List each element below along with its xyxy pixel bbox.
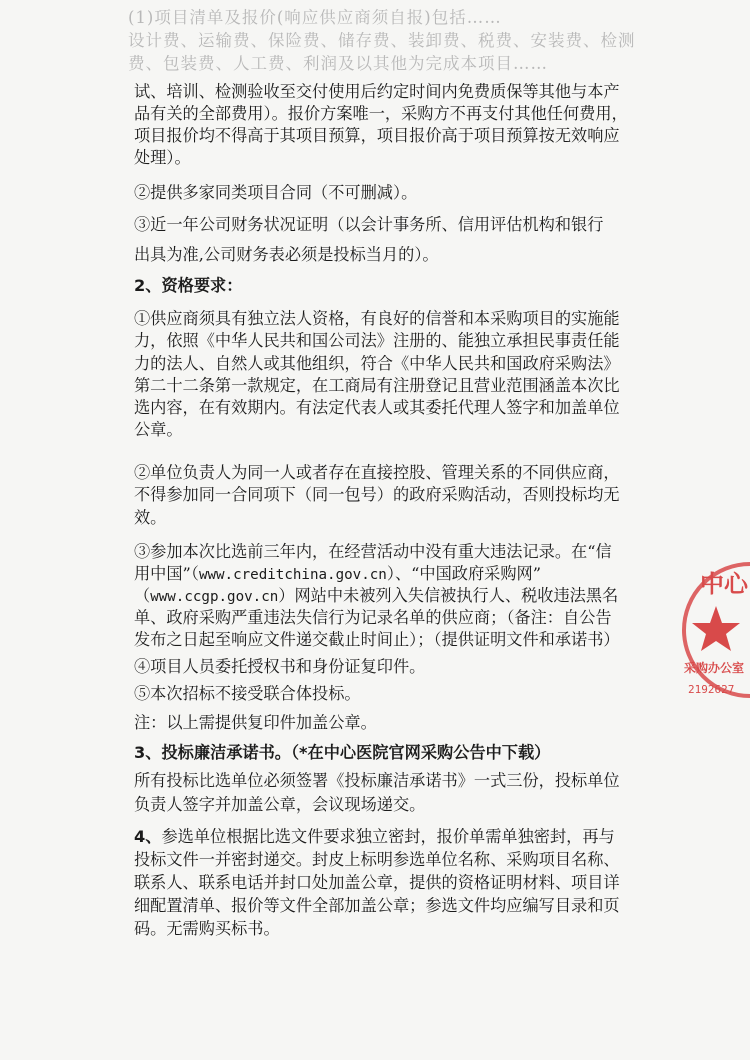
text-fragment: 参选单位根据比选文件要求独立密封，报价单需单独密封，再与: [161, 827, 615, 846]
text-line: 出具为准,公司财务表必须是投标当月的）。: [134, 245, 439, 264]
text-fragment: （: [134, 586, 151, 605]
star-icon: [692, 606, 740, 651]
text-line: 细配置清单、报价等文件全部加盖公章；参选文件均应编写目录和页: [134, 896, 620, 915]
official-seal: [678, 550, 750, 710]
text-line: 所有投标比选单位必须签署《投标廉洁承诺书》一式三份，投标单位: [134, 771, 620, 790]
text-line: 不得参加同一合同项下（同一包号）的政府采购活动，否则投标均无: [134, 485, 620, 504]
text-line: ②单位负责人为同一人或者存在直接控股、管理关系的不同供应商，: [134, 463, 620, 482]
text-line: 品有关的全部费用）。报价方案唯一，采购方不再支付其他任何费用，: [134, 104, 628, 123]
text-line: 力的法人、自然人或其他组织，符合《中华人民共和国政府采购法》: [134, 354, 620, 373]
text-line: ①供应商须具有独立法人资格，有良好的信誉和本采购项目的实施能: [134, 309, 620, 328]
text-line: 力，依照《中华人民共和国公司法》注册的、能独立承担民事责任能: [134, 331, 620, 350]
text-line: ③近一年公司财务状况证明（以会计事务所、信用评估机构和银行: [134, 215, 604, 234]
text-line: 选内容，在有效期内。有法定代表人或其委托代理人签字和加盖单位: [134, 398, 620, 417]
text-line: 负责人签字并加盖公章，会议现场递交。: [134, 795, 426, 814]
faded-line: 设计费、运输费、保险费、储存费、装卸费、税费、安装费、检测: [128, 31, 636, 50]
text-line: ③参加本次比选前三年内，在经营活动中没有重大违法记录。在“信: [134, 542, 612, 561]
faded-header-text: [128, 6, 688, 75]
text-line: [134, 563, 541, 586]
text-line: 公章。: [134, 420, 183, 439]
url-text: www.creditchina.gov.cn: [198, 567, 387, 583]
text-line: 单、政府采购严重违法失信行为记录名单的供应商；（备注：自公告: [134, 608, 612, 627]
faded-line: 费、包装费、人工费、利润及以其他为完成本项目……: [128, 54, 548, 73]
text-fragment: ）、“中国政府采购网”: [386, 564, 541, 583]
text-line: 投标文件一并密封递交。封皮上标明参选单位名称、采购项目名称、: [134, 850, 620, 869]
list-item: ④项目人员委托授权书和身份证复印件。: [134, 657, 426, 676]
text-line: [134, 826, 615, 848]
text-line: 试、培训、检测验收至交付使用后约定时间内免费质保等其他与本产: [134, 82, 620, 101]
text-line: 项目报价均不得高于其项目预算，项目报价高于项目预算按无效响应: [134, 126, 620, 145]
list-item: ⑤本次招标不接受联合体投标。: [134, 684, 361, 703]
text-line: 效。: [134, 508, 167, 527]
list-item: ②提供多家同类项目合同（不可删减）。: [134, 183, 418, 202]
text-line: [134, 585, 618, 608]
text-line: 处理）。: [134, 148, 191, 167]
text-fragment: 用中国”（: [134, 564, 199, 583]
text-line: 码。无需购买标书。: [134, 919, 280, 938]
text-line: 联系人、联系电话并封口处加盖公章，提供的资格证明材料、项目详: [134, 873, 620, 892]
text-fragment: ）网站中未被列入失信被执行人、税收违法黑名: [278, 586, 619, 605]
section-number: 4、: [134, 827, 162, 846]
seal-top-text: 中心: [700, 570, 748, 598]
url-text: www.ccgp.gov.cn: [150, 589, 279, 605]
section-heading: 3、投标廉洁承诺书。（*在中心医院官网采购公告中下载）: [134, 743, 551, 762]
seal-number: 2192627: [688, 683, 735, 696]
text-line: 第二十二条第一款规定，在工商局有注册登记且营业范围涵盖本次比: [134, 376, 620, 395]
section-heading: 2、资格要求：: [134, 276, 243, 295]
seal-bottom-text: 采购办公室: [684, 661, 745, 675]
faded-line: (1)项目清单及报价(响应供应商须自报)包括……: [128, 8, 502, 27]
note-text: 注：以上需提供复印件加盖公章。: [134, 713, 377, 732]
text-line: 发布之日起至响应文件递交截止时间止）；（提供证明文件和承诺书）: [134, 630, 620, 649]
